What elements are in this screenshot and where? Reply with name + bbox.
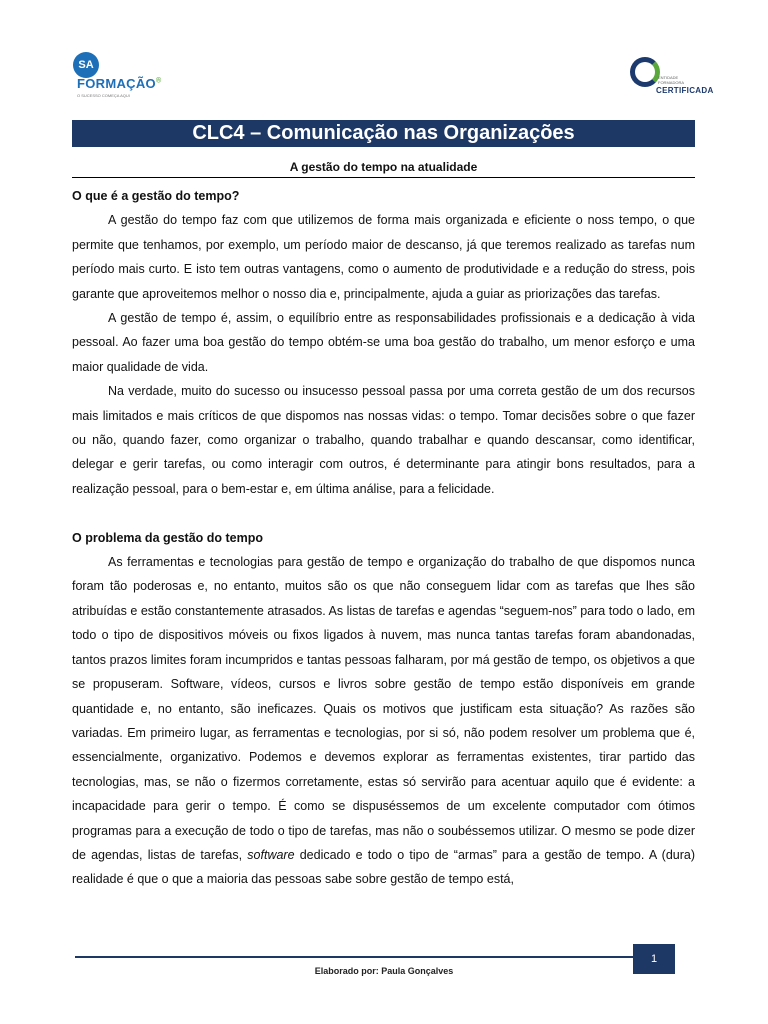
footer-author: Elaborado por: Paula Gonçalves	[314, 966, 454, 976]
certified-entity-logo	[630, 55, 714, 97]
footer-divider	[75, 956, 675, 958]
paragraph: Na verdade, muito do sucesso ou insucesso pessoal passa por uma correta gestão de um dos recursos mais limitados e mais críticos de que dispomos nas nossas vidas: o tempo. Tomar decisões sobre o que fazer ou não, quando fazer, como organizar o trabalho, quando trabalhar e quando descansar, como identificar, delegar e gerir tarefas, ou como interagir com outros, é determinante para atingir bons resultados, para a realização pessoal, para o bem-estar e, em última análise, para a felicidade.	[72, 384, 695, 496]
section-heading: O que é a gestão do tempo?	[72, 189, 240, 203]
document-subtitle: A gestão do tempo na atualidade	[72, 160, 695, 178]
logo-brand: FORMAÇÃO®	[77, 76, 162, 91]
paragraph: As ferramentas e tecnologias para gestão de tempo e organização do trabalho de que dispomos nunca foram tão poderosas e, no entanto, muitos são os que não conseguem lidar com as tarefas que lhes são atribuídas e estão constantemente atrasados. As listas de tarefas e agendas “seguem-nos” para todo o lado, em todo o tipo de dispositivos móveis ou fixos ligados à nuvem, mas nunca tantas tarefas foram abandonadas, tantos prazos limites foram incumpridos e tantas pessoas falharam, por má gestão de tempo, os objetivos a que se propuseram. Software, vídeos, cursos e livros sobre gestão de tempo estão disponíveis em grande quantidade e, no entanto, são ineficazes. Quais os motivos que justificam esta situação? As razões são variadas. Em primeiro lugar, as ferramentas e tecnologias, por si só, não podem resolver um problema que é, essencialmente, organizativo. Podemos e devemos explorar as ferramentas existentes, tirar partido das tecnologias, mas, se não o fizermos corretamente, estas só servirão para acentuar aquilo que é evidente: a incapacidade para gerir o tempo. É como se dispuséssemos de um excelente computador com ótimos programas para a execução de todo o tipo de tarefas, mas não o soubéssemos utilizar. O mesmo se pode dizer de agendas, listas de tarefas, software dedicado e todo o tipo de “armas” para a gestão de tempo. A (dura) realidade é que o que a maioria das pessoas sabe sobre gestão de tempo está,	[72, 555, 696, 887]
document-body	[72, 184, 695, 892]
spacer	[72, 501, 695, 525]
certified-line2: CERTIFICADA	[656, 86, 714, 95]
document-title: CLC4 – Comunicação nas Organizações	[72, 120, 695, 147]
certified-line1: ENTIDADE FORMADORA	[658, 75, 684, 85]
paragraph: A gestão do tempo faz com que utilizemos de forma mais organizada e eficiente o noss tempo, o que permite que tenhamos, por exemplo, um período maior de descanso, já que teremos realizado as tarefas num período mais curto. E isto tem outras vantagens, como o aumento de produtividade e a redução do stress, pois garante que aproveitemos melhor o nosso dia e, principalmente, ajuda a guiar as priorizações das tarefas.	[72, 213, 695, 301]
certification-icon	[630, 57, 660, 87]
logo-mark: SA	[73, 52, 99, 78]
section-heading: O problema da gestão do tempo	[72, 530, 263, 545]
paragraph: A gestão de tempo é, assim, o equilíbrio entre as responsabilidades profissionais e a dedicação à vida pessoal. Ao fazer uma boa gestão do tempo obtém-se uma boa gestão do trabalho, um menor esforço e uma maior qualidade de vida.	[72, 311, 695, 374]
sa-formacao-logo	[73, 52, 183, 102]
italic-term: software	[247, 847, 295, 862]
page-number: 1	[633, 944, 675, 974]
logo-tagline: O SUCESSO COMEÇA AQUI	[77, 93, 130, 98]
